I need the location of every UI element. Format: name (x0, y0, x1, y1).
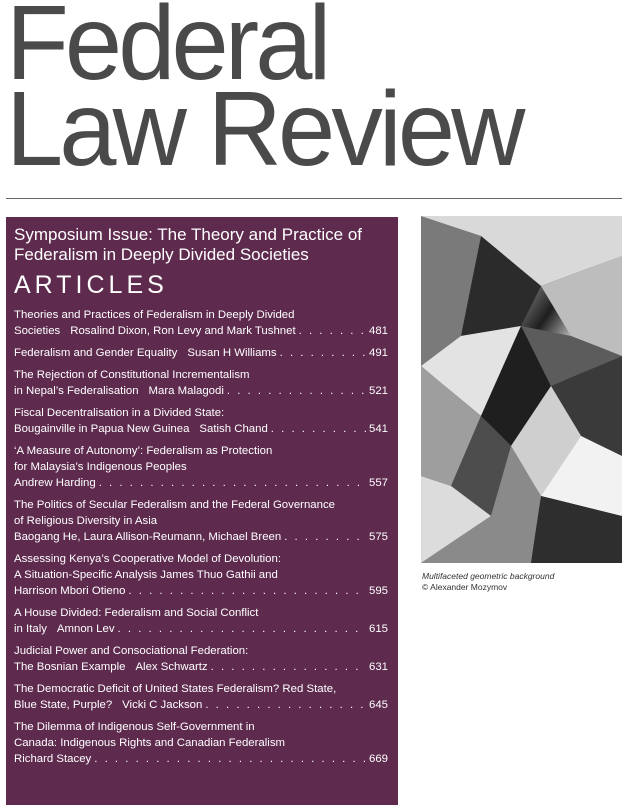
article-list (14, 307, 388, 767)
toc-entry (14, 643, 388, 675)
dot-leader (271, 421, 366, 437)
article-title-text: A House Divided: Federalism and Social Conflict (14, 607, 259, 619)
toc-entry-title-line (14, 405, 388, 421)
dot-leader (280, 345, 366, 361)
masthead-divider (6, 198, 622, 199)
article-title-text: Federalism and Gender Equality (14, 347, 178, 359)
article-title-text: for Malaysia’s Indigenous Peoples (14, 461, 187, 473)
article-page-number: 669 (368, 753, 388, 765)
article-title-text: Societies (14, 325, 61, 337)
toc-entry (14, 443, 388, 491)
article-page-number: 541 (368, 423, 388, 435)
dot-leader (128, 583, 366, 599)
toc-entry (14, 367, 388, 399)
dot-leader (205, 697, 366, 713)
article-title-text: The Rejection of Constitutional Incrementalism (14, 369, 250, 381)
article-title-text: Assessing Kenya’s Cooperative Model of Devolution: (14, 553, 281, 565)
toc-entry-last-line (14, 697, 388, 713)
article-page-number: 595 (368, 585, 388, 597)
article-page-number: 631 (368, 661, 388, 673)
image-caption (422, 571, 622, 593)
article-title-text: Fiscal Decentralisation in a Divided State: (14, 407, 225, 419)
toc-entry-title-line (14, 605, 388, 621)
article-title-text: ‘A Measure of Autonomy’: Federalism as Protection (14, 445, 273, 457)
article-page-number: 521 (368, 385, 388, 397)
dot-leader (211, 659, 366, 675)
toc-entry-last-line (14, 621, 388, 637)
dot-leader (284, 529, 366, 545)
article-author: Vicki C Jackson (122, 699, 203, 711)
dot-leader (99, 475, 366, 491)
article-title-text: The Dilemma of Indigenous Self-Government in (14, 721, 255, 733)
article-page-number: 491 (368, 347, 388, 359)
caption-credit: © Alexander Mozymov (422, 582, 508, 592)
toc-entry-title-line (14, 307, 388, 323)
article-page-number: 481 (368, 325, 388, 337)
masthead-line-2: Law Review (6, 70, 522, 188)
caption-title: Multifaceted geometric background (422, 571, 555, 581)
article-title-text: Baogang He, Laura Allison-Reumann, Michael Breen (14, 531, 282, 543)
article-title-text: Blue State, Purple? (14, 699, 113, 711)
toc-entry (14, 405, 388, 437)
article-author: Satish Chand (199, 423, 268, 435)
article-author: Rosalind Dixon, Ron Levy and Mark Tushnet (70, 325, 296, 337)
toc-entry-last-line (14, 751, 388, 767)
article-author: Amnon Lev (56, 623, 115, 635)
article-title-text: A Situation-Specific Analysis James Thuo Gathii and (14, 569, 278, 581)
toc-entry-last-line (14, 529, 388, 545)
table-of-contents-panel (6, 217, 398, 805)
dot-leader (227, 383, 366, 399)
toc-entry (14, 605, 388, 637)
toc-entry (14, 497, 388, 545)
toc-entry-title-line (14, 367, 388, 383)
toc-entry-title-line (14, 681, 388, 697)
toc-entry-title-line (14, 719, 388, 735)
article-title-text: Theories and Practices of Federalism in Deeply Divided (14, 309, 295, 321)
toc-entry-title-line (14, 513, 388, 529)
article-page-number: 645 (368, 699, 388, 711)
toc-entry (14, 345, 388, 361)
toc-entry-last-line (14, 583, 388, 599)
article-author: Alex Schwartz (135, 661, 208, 673)
issue-title: Symposium Issue: The Theory and Practice of Federalism in Deeply Divided Societies (14, 225, 363, 264)
article-title-text: The Politics of Secular Federalism and the Federal Governance (14, 499, 335, 511)
journal-masthead (6, 0, 522, 188)
article-author: Mara Malagodi (148, 385, 224, 397)
toc-entry (14, 307, 388, 339)
toc-entry-last-line (14, 323, 388, 339)
toc-entry (14, 681, 388, 713)
article-title-text: The Democratic Deficit of United States Federalism? Red State, (14, 683, 337, 695)
article-title-text: The Bosnian Example (14, 661, 126, 673)
article-page-number: 575 (368, 531, 388, 543)
faceted-shapes (421, 216, 622, 563)
geometric-cover-image (421, 216, 622, 563)
toc-entry-title-line (14, 443, 388, 459)
masthead-line-1: Federal (6, 0, 328, 102)
article-title-text: Harrison Mbori Otieno (14, 585, 126, 597)
articles-heading: ARTICLES (14, 271, 168, 299)
article-title-text: Canada: Indigenous Rights and Canadian Federalism (14, 737, 286, 749)
article-title-text: Richard Stacey (14, 753, 92, 765)
toc-entry-title-line (14, 459, 388, 475)
article-page-number: 557 (368, 477, 388, 489)
article-title-text: of Religious Diversity in Asia (14, 515, 158, 527)
toc-entry-last-line (14, 345, 388, 361)
dot-leader (299, 323, 366, 339)
article-title-text: in Italy (14, 623, 47, 635)
toc-entry-title-line (14, 551, 388, 567)
article-author: Susan H Williams (187, 347, 277, 359)
dot-leader (118, 621, 366, 637)
article-title-text: Judicial Power and Consociational Federation: (14, 645, 249, 657)
article-page-number: 615 (368, 623, 388, 635)
dot-leader (94, 751, 366, 767)
toc-entry-last-line (14, 659, 388, 675)
toc-entry-last-line (14, 475, 388, 491)
toc-entry-last-line (14, 421, 388, 437)
toc-entry (14, 719, 388, 767)
toc-entry-title-line (14, 643, 388, 659)
article-title-text: Bougainville in Papua New Guinea (14, 423, 190, 435)
toc-entry (14, 551, 388, 599)
article-title-text: Andrew Harding (14, 477, 96, 489)
toc-entry-last-line (14, 383, 388, 399)
toc-entry-title-line (14, 735, 388, 751)
toc-entry-title-line (14, 567, 388, 583)
toc-entry-title-line (14, 497, 388, 513)
article-title-text: in Nepal’s Federalisation (14, 385, 139, 397)
